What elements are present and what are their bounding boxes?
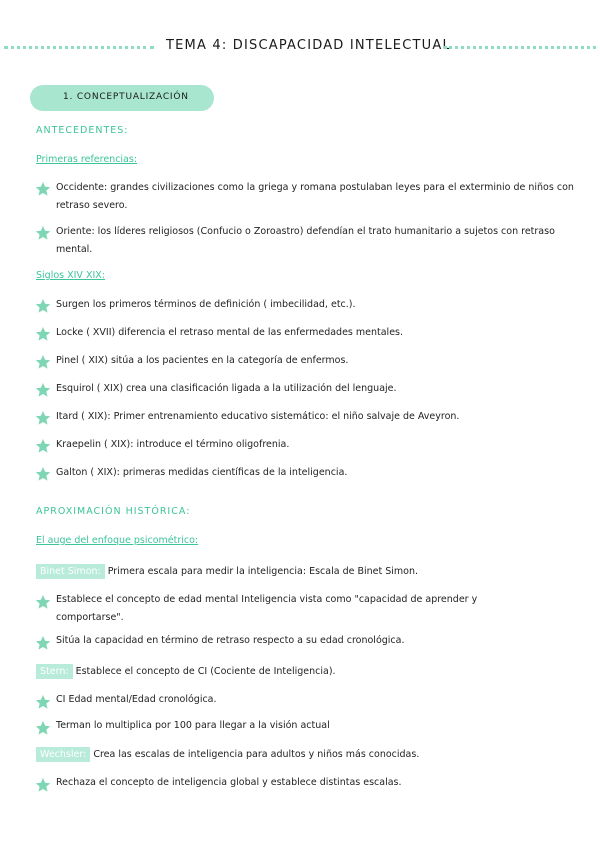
star-icon — [35, 181, 51, 197]
binet-line — [36, 563, 586, 581]
highlight-binet: Binet Simon: — [36, 564, 105, 579]
heading-antecedentes: ANTECEDENTES: — [36, 125, 129, 136]
subheading-siglos: Siglos XIV XIX: — [36, 270, 105, 281]
list-item: Locke ( XVII) diferencia el retraso mental de las enfermedades mentales. — [56, 327, 404, 338]
star-icon — [35, 466, 51, 482]
star-icon — [35, 326, 51, 342]
list-item: Galton ( XIX): primeras medidas científicas de la inteligencia. — [56, 467, 348, 478]
heading-aproximacion-historica: APROXIMACIÓN HISTÓRICA: — [36, 506, 191, 517]
list-item: Esquirol ( XIX) crea una clasificación ligada a la utilización del lenguaje. — [56, 383, 397, 394]
wechsler-line — [36, 746, 586, 764]
list-item: Terman lo multiplica por 100 para llegar a la visión actual — [56, 720, 330, 731]
subheading-auge: El auge del enfoque psicométrico: — [36, 535, 199, 546]
highlight-stern: Stern: — [36, 664, 73, 679]
list-item: Surgen los primeros términos de definición ( imbecilidad, etc.). — [56, 299, 356, 310]
list-item: Sitúa la capacidad en término de retraso respecto a su edad cronológica. — [56, 635, 405, 646]
star-icon — [35, 635, 51, 651]
star-icon — [35, 777, 51, 793]
list-item: Itard ( XIX): Primer entrenamiento educativo sistemático: el niño salvaje de Aveyron. — [56, 411, 460, 422]
stern-line — [36, 663, 586, 681]
star-icon — [35, 382, 51, 398]
star-icon — [35, 694, 51, 710]
title-row — [0, 36, 600, 58]
dotted-divider-right — [444, 46, 596, 49]
stern-text: Establece el concepto de CI (Cociente de Inteligencia). — [75, 666, 336, 677]
list-item: CI Edad mental/Edad cronológica. — [56, 694, 217, 705]
star-icon — [35, 298, 51, 314]
binet-text: Primera escala para medir la inteligencia: Escala de Binet Simon. — [107, 566, 419, 577]
list-item: Establece el concepto de edad mental Inteligencia vista como "capacidad de aprender y comportarse". — [56, 594, 478, 623]
page-title: TEMA 4: DISCAPACIDAD INTELECTUAL — [166, 38, 451, 53]
section-pill-label: 1. CONCEPTUALIZACIÓN — [63, 92, 189, 102]
star-icon — [35, 410, 51, 426]
star-icon — [35, 594, 51, 610]
star-icon — [35, 225, 51, 241]
star-icon — [35, 438, 51, 454]
dotted-divider-left — [4, 46, 154, 49]
section-pill — [30, 85, 214, 111]
list-item: Rechaza el concepto de inteligencia global y establece distintas escalas. — [56, 777, 402, 788]
star-icon — [35, 720, 51, 736]
star-icon — [35, 354, 51, 370]
list-item: Pinel ( XIX) sitúa a los pacientes en la categoría de enfermos. — [56, 355, 349, 366]
highlight-wechsler: Wechsler: — [36, 747, 90, 762]
list-item: Kraepelin ( XIX): introduce el término oligofrenia. — [56, 439, 290, 450]
list-item-oriente: Oriente: los líderes religiosos (Confucio o Zoroastro) defendían el trato humanitario a sujetos con retraso mental. — [56, 226, 555, 255]
subheading-primeras-referencias: Primeras referencias: — [36, 154, 138, 165]
list-item-occidente: Occidente: grandes civilizaciones como la griega y romana postulaban leyes para el exterminio de niños con retraso severo. — [56, 182, 574, 211]
wechsler-text: Crea las escalas de inteligencia para adultos y niños más conocidas. — [93, 749, 420, 760]
